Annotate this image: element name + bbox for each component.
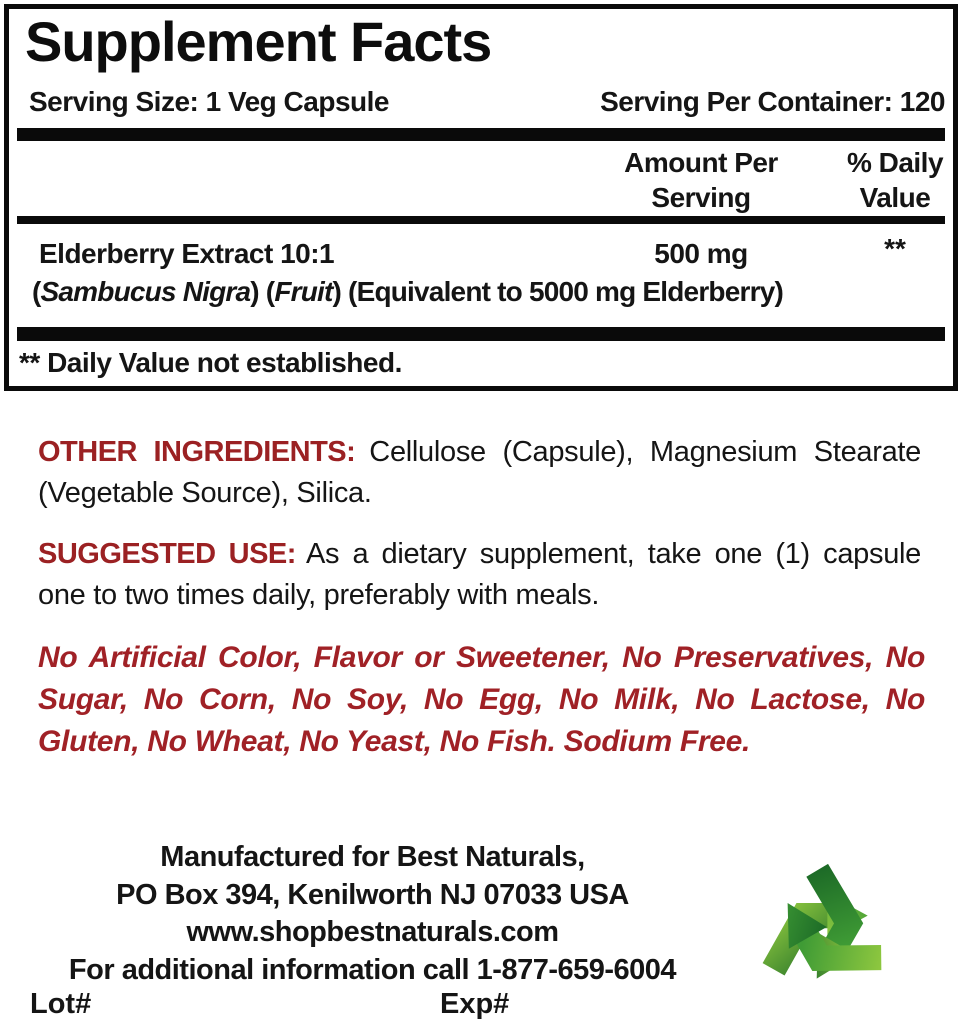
divider-under-headers [17, 216, 945, 224]
recycle-icon [740, 840, 908, 1008]
panel-title: Supplement Facts [25, 10, 492, 73]
suggested-use-text: As a dietary supplement, take one (1) capsule one to two times daily, preferably with meals. [38, 538, 921, 611]
manufacturer-block [0, 839, 745, 989]
manufacturer-line: Manufactured for Best Naturals, [160, 841, 585, 873]
address-line: PO Box 394, Kenilworth NJ 07033 USA [116, 878, 629, 911]
suggested-use-paragraph [38, 534, 921, 616]
botanical-name: Sambucus Nigra [40, 276, 251, 307]
thick-divider-bottom [17, 327, 945, 341]
column-header-amount: Amount Per Serving [624, 147, 778, 213]
phone-line: For additional information call 1-877-659-6004 [68, 953, 677, 986]
exp-date-label: Exp# [440, 988, 510, 1020]
serving-info-row [29, 86, 945, 118]
plant-part: Fruit [274, 276, 333, 307]
column-header-daily-value: % Daily Value [846, 147, 944, 213]
other-ingredients-text: Cellulose (Capsule), Magnesium Stearate (Vegetable Source), Silica. [38, 436, 922, 509]
daily-value-footnote: ** Daily Value not established. [19, 347, 402, 378]
ingredient-amount: 500 mg [654, 238, 748, 269]
no-additives-claims: No Artificial Color, Flavor or Sweetener, No Preservatives, No Sugar, No Corn, No Soy, No Egg, No Milk, No Lactose, No Gluten, No Wheat, No Yeast, No Fish. Sodium Free. [38, 641, 925, 758]
lot-number-label: Lot# [30, 988, 92, 1020]
serving-size: Serving Size: 1 Veg Capsule [29, 86, 389, 117]
ingredient-botanical-detail: (Sambucus Nigra) (Fruit) (Equivalent to 5000 mg Elderberry) [32, 276, 783, 307]
other-ingredients-label: OTHER INGREDIENTS: [38, 436, 356, 468]
website-line: www.shopbestnaturals.com [186, 916, 559, 948]
servings-per-container: Serving Per Container: 120 [600, 86, 945, 117]
suggested-use-label: SUGGESTED USE: [38, 538, 296, 570]
ingredient-daily-value: ** [884, 233, 906, 264]
thick-divider-top [17, 128, 945, 141]
ingredient-name: Elderberry Extract 10:1 [39, 238, 335, 269]
other-ingredients-paragraph [38, 432, 921, 514]
supplement-facts-panel [4, 4, 958, 391]
